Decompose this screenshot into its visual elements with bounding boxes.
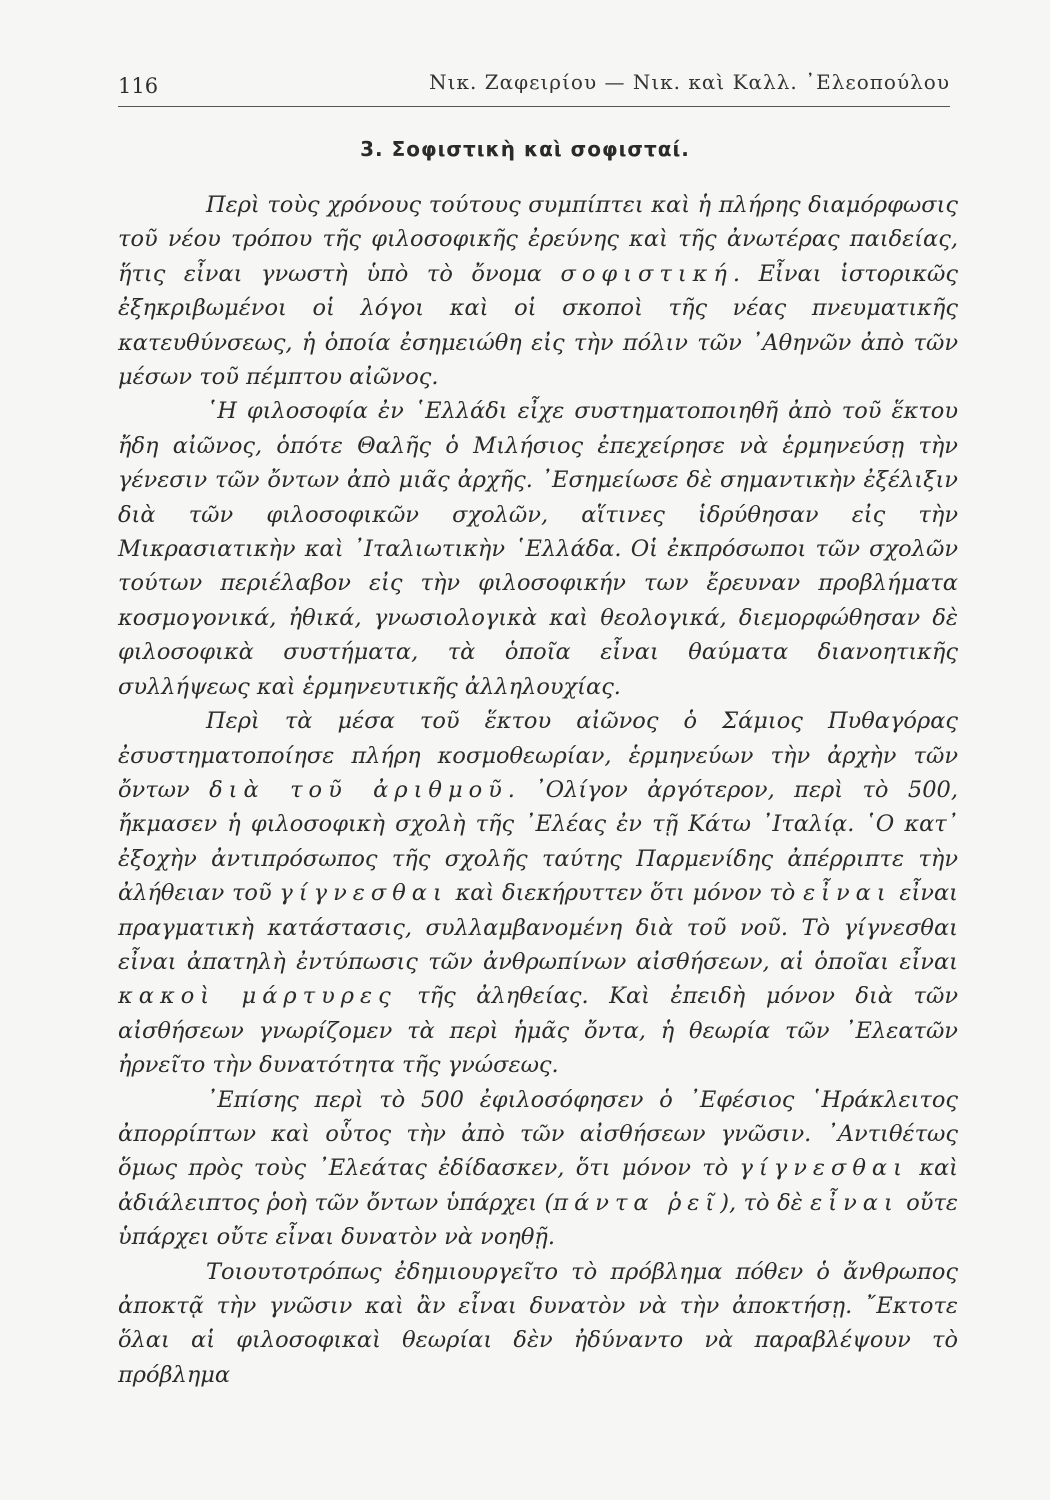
section-heading: 3. Σοφιστικὴ καὶ σοφισταί.: [360, 137, 690, 161]
paragraph: Περὶ τὰ μέσα τοῦ ἕκτου αἰῶνος ὁ Σάμιος Πυθαγόρας ἐσυστηματοποίησε πλήρη κοσμοθεωρίαν, ἑρμηνεύων τὴν ἀρχὴν τῶν ὄντων διὰ τοῦ ἀριθμοῦ. ᾿Ολίγον ἀργότερον, περὶ τὸ 500, ἤκμασεν ἡ φιλοσοφικὴ σχολὴ τῆς ᾿Ελέας ἐν τῇ Κάτω ᾿Ιταλίᾳ. ῾Ο κατ᾿ ἐξοχὴν ἀντιπρόσωπος τῆς σχολῆς ταύτης Παρμενίδης ἀπέρριπτε τὴν ἀλήθειαν τοῦ γίγνεσθαι καὶ διεκήρυττεν ὅτι μόνον τὸ εἶναι εἶναι πραγματικὴ κατάστασις, συλλαμβανομένη διὰ τοῦ νοῦ. Τὸ γίγνεσθαι εἶναι ἀπατηλὴ ἐντύπωσις τῶν ἀνθρωπίνων αἰσθήσεων, αἱ ὁποῖαι εἶναι κακοὶ μάρτυρες τῆς ἀληθείας. Καὶ ἐπειδὴ μόνον διὰ τῶν αἰσθήσεων γνωρίζομεν τὰ περὶ ἡμᾶς ὄντα, ἡ θεωρία τῶν ᾿Ελεατῶν ἠρνεῖτο τὴν δυνατότητα τῆς γνώσεως.: [118, 708, 959, 1079]
spaced-term: κακοὶ μάρτυρες: [118, 983, 397, 1010]
running-title: Νικ. Ζαφειρίου — Νικ. καὶ Καλλ. ᾿Ελεοπούλου: [429, 70, 950, 94]
paragraph: Περὶ τοὺς χρόνους τούτους συμπίπτει καὶ ἡ πλήρης διαμόρφωσις τοῦ νέου τρόπου τῆς φιλοσοφικῆς ἐρεύνης καὶ τῆς ἀνωτέρας παιδείας, ἥτις εἶναι γνωστὴ ὑπὸ τὸ ὄνομα σοφιστική. Εἶναι ἱστορικῶς ἐξηκριβωμένοι οἱ λόγοι καὶ οἱ σκοποὶ τῆς νέας πνευματικῆς κατευθύνσεως, ἡ ὁποία ἐσημειώθη εἰς τὴν πόλιν τῶν ᾿Αθηνῶν ἀπὸ τῶν μέσων τοῦ πέμπτου αἰῶνος.: [118, 192, 958, 391]
spaced-term: σοφιστική: [560, 260, 733, 287]
spaced-term: πάντα ῥεῖ: [553, 1189, 721, 1216]
page-number: 116: [118, 74, 159, 98]
paragraph: Τοιουτοτρόπως ἐδημιουργεῖτο τὸ πρόβλημα πόθεν ὁ ἄνθρωπος ἀποκτᾷ τὴν γνῶσιν καὶ ἂν εἶναι δυνατὸν νὰ τὴν ἀποκτήσῃ. ῎Εκτοτε ὅλαι αἱ φιλοσοφικαὶ θεωρίαι δὲν ἠδύναντο νὰ παραβλέψουν τὸ πρόβλημα: [118, 1258, 958, 1388]
spaced-term: διὰ τοῦ ἀριθμοῦ: [209, 776, 508, 803]
spaced-term: γίγνεσθαι: [739, 1155, 908, 1182]
spaced-term: εἶναι: [810, 1189, 899, 1216]
paragraph: ᾿Επίσης περὶ τὸ 500 ἐφιλοσόφησεν ὁ ᾿Εφέσιος ῾Ηράκλειτος ἀπορρίπτων καὶ οὗτος τὴν ἀπὸ τῶν αἰσθήσεων γνῶσιν. ᾿Αντιθέτως ὅμως πρὸς τοὺς ᾿Ελεάτας ἐδίδασκεν, ὅτι μόνον τὸ γίγνεσθαι καὶ ἀδιάλειπτος ῥοὴ τῶν ὄντων ὑπάρχει (πάντα ῥεῖ), τὸ δὲ εἶναι οὔτε ὑπάρχει οὔτε εἶναι δυνατὸν νὰ νοηθῇ.: [118, 1086, 958, 1251]
spaced-term: εἶναι: [803, 880, 892, 907]
spaced-term: γίγνεσθαι: [279, 880, 448, 907]
paragraph: ῾Η φιλοσοφία ἐν ῾Ελλάδι εἶχε συστηματοποιηθῆ ἀπὸ τοῦ ἕκτου ἤδη αἰῶνος, ὁπότε Θαλῆς ὁ Μιλήσιος ἐπεχείρησε νὰ ἑρμηνεύσῃ τὴν γένεσιν τῶν ὄντων ἀπὸ μιᾶς ἀρχῆς. ᾿Εσημείωσε δὲ σημαντικὴν ἐξέλιξιν διὰ τῶν φιλοσοφικῶν σχολῶν, αἵτινες ἱδρύθησαν εἰς τὴν Μικρασιατικὴν καὶ ᾿Ιταλιωτικὴν ῾Ελλάδα. Οἱ ἐκπρόσωποι τῶν σχολῶν τούτων περιέλαβον εἰς τὴν φιλοσοφικήν των ἔρευναν προβλήματα κοσμογονικά, ἠθικά, γνωσιολογικὰ καὶ θεολογικά, διεμορφώθησαν δὲ φιλοσοφικὰ συστήματα, τὰ ὁποῖα εἶναι θαύματα διανοητικῆς συλλήψεως καὶ ἑρμηνευτικῆς ἀλληλουχίας.: [118, 398, 958, 700]
body-text: [118, 188, 958, 1392]
running-header: [118, 70, 950, 107]
